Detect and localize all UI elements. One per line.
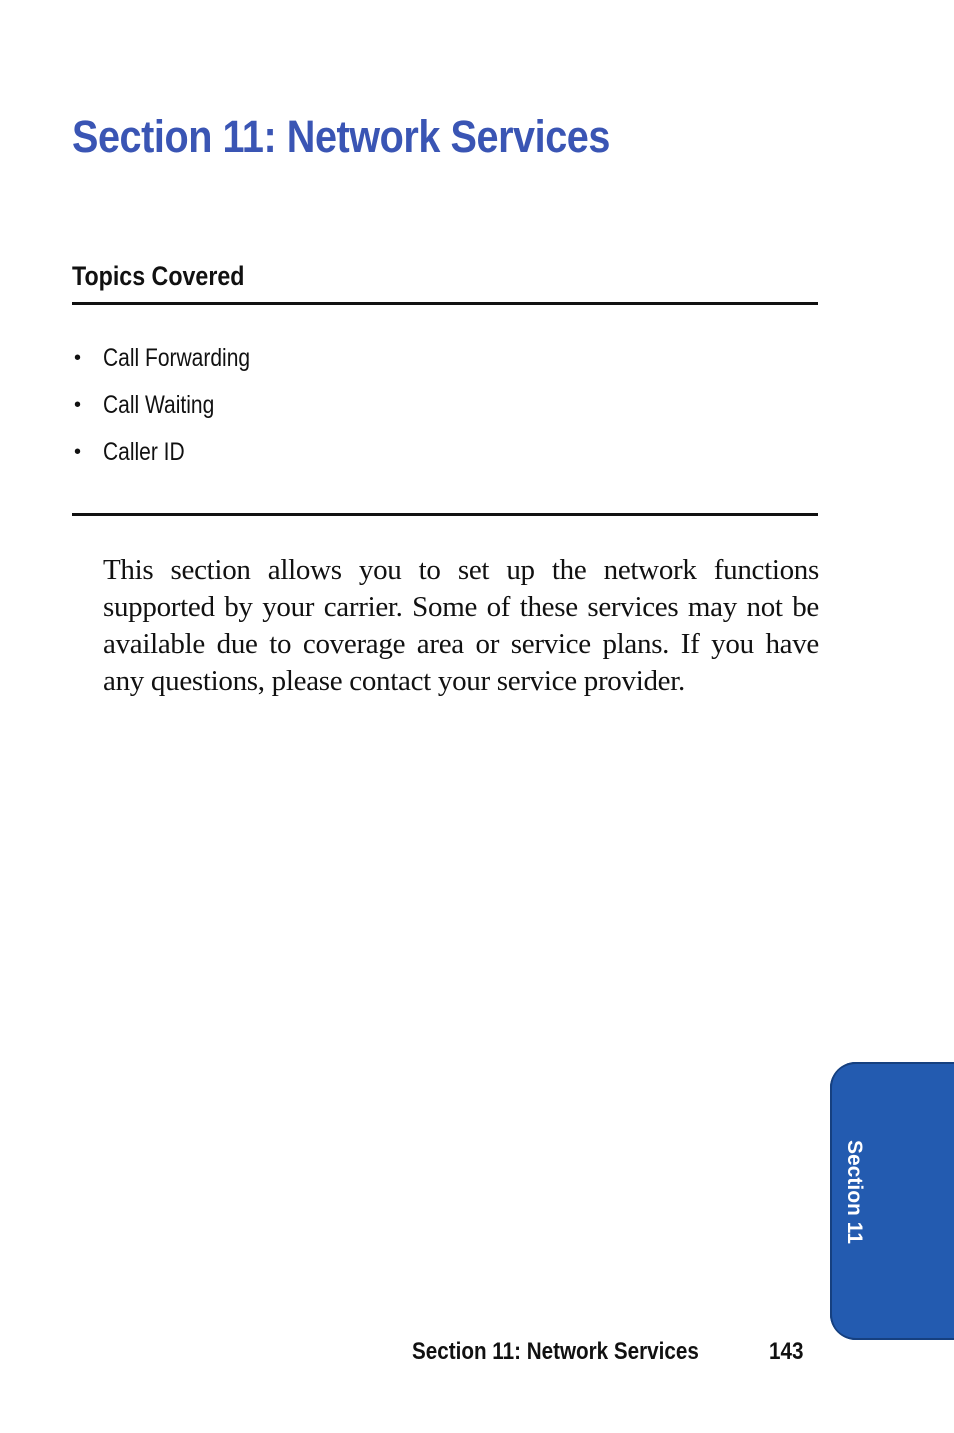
- topic-label: Call Forwarding: [103, 344, 251, 372]
- topic-label: Caller ID: [103, 438, 185, 466]
- topics-heading: Topics Covered: [72, 261, 245, 291]
- page-title: Section 11: Network Services: [72, 111, 610, 162]
- page-number: 143: [769, 1338, 804, 1365]
- topics-top-divider: [72, 302, 818, 305]
- bullet-icon: •: [74, 441, 82, 463]
- bullet-icon: •: [74, 394, 82, 416]
- intro-paragraph: This section allows you to set up the network functions supported by your carrier. Some of these services may not be available due to coverage area or service plans. If you have any questions, please contact your service provider.: [103, 554, 819, 697]
- bullet-icon: •: [74, 347, 82, 369]
- section-tab-label: Section 11: [843, 1140, 866, 1244]
- topic-label: Call Waiting: [103, 391, 215, 419]
- topics-bottom-divider: [72, 513, 818, 516]
- footer-section-title: Section 11: Network Services: [412, 1338, 699, 1365]
- page-footer: [412, 1334, 812, 1370]
